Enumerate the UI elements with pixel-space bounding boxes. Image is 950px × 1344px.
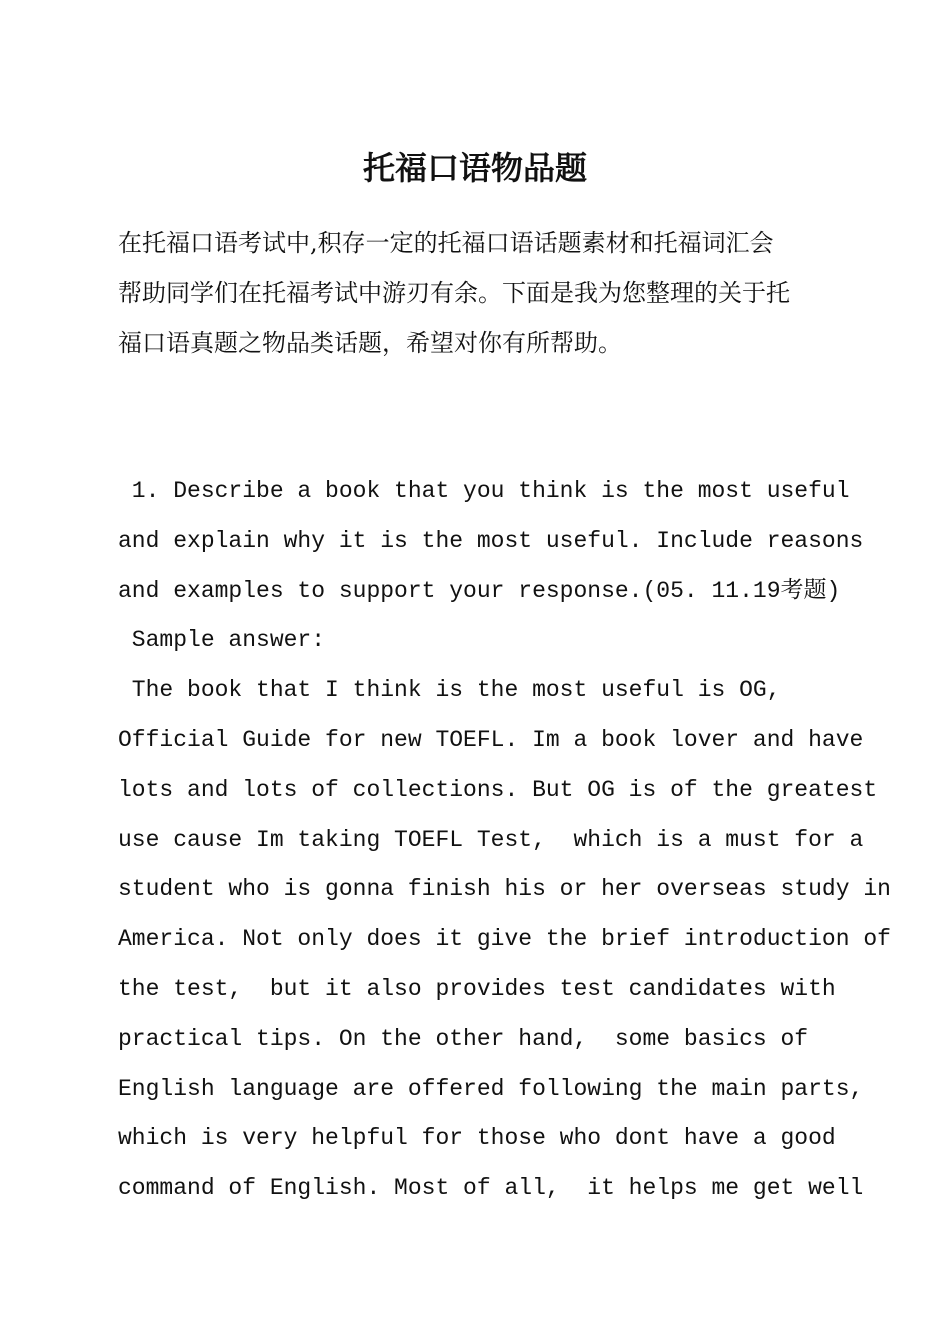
body-text bbox=[118, 467, 891, 1214]
answer-line: which is very helpful for those who dont have a good bbox=[118, 1125, 836, 1152]
document-title: 托福口语物品题 bbox=[362, 149, 587, 187]
answer-line: lots and lots of collections. But OG is of the greatest bbox=[118, 776, 878, 803]
question-line: and explain why it is the most useful. Include reasons bbox=[118, 527, 864, 554]
intro-line: 福口语真题之物品类话题，希望对你有所帮助。 bbox=[118, 329, 622, 357]
question-line: 1. Describe a book that you think is the most useful bbox=[118, 478, 850, 504]
answer-line: Official Guide for new TOEFL. Im a book lover and have bbox=[118, 726, 864, 753]
sample-answer-label: Sample answer: bbox=[118, 627, 326, 654]
intro-paragraph bbox=[118, 218, 838, 368]
answer-line: practical tips. On the other hand, some basics of bbox=[118, 1025, 809, 1052]
answer-line: student who is gonna finish his or her overseas study in bbox=[118, 876, 891, 903]
question-line: and examples to support your response.(05. 11.19考题) bbox=[118, 577, 841, 604]
answer-line: America. Not only does it give the brief introduction of bbox=[118, 926, 891, 953]
answer-line: command of English. Most of all, it helps me get well bbox=[118, 1175, 864, 1202]
answer-line: use cause Im taking TOEFL Test, which is a must for a bbox=[118, 826, 864, 853]
answer-line: the test, but it also provides test candidates with bbox=[118, 975, 836, 1002]
answer-line: The book that I think is the most useful is OG, bbox=[118, 677, 781, 704]
intro-line: 帮助同学们在托福考试中游刃有余。下面是我为您整理的关于托 bbox=[118, 279, 790, 307]
answer-line: English language are offered following the main parts, bbox=[118, 1075, 864, 1102]
intro-line: 在托福口语考试中,积存一定的托福口语话题素材和托福词汇会 bbox=[118, 229, 774, 257]
